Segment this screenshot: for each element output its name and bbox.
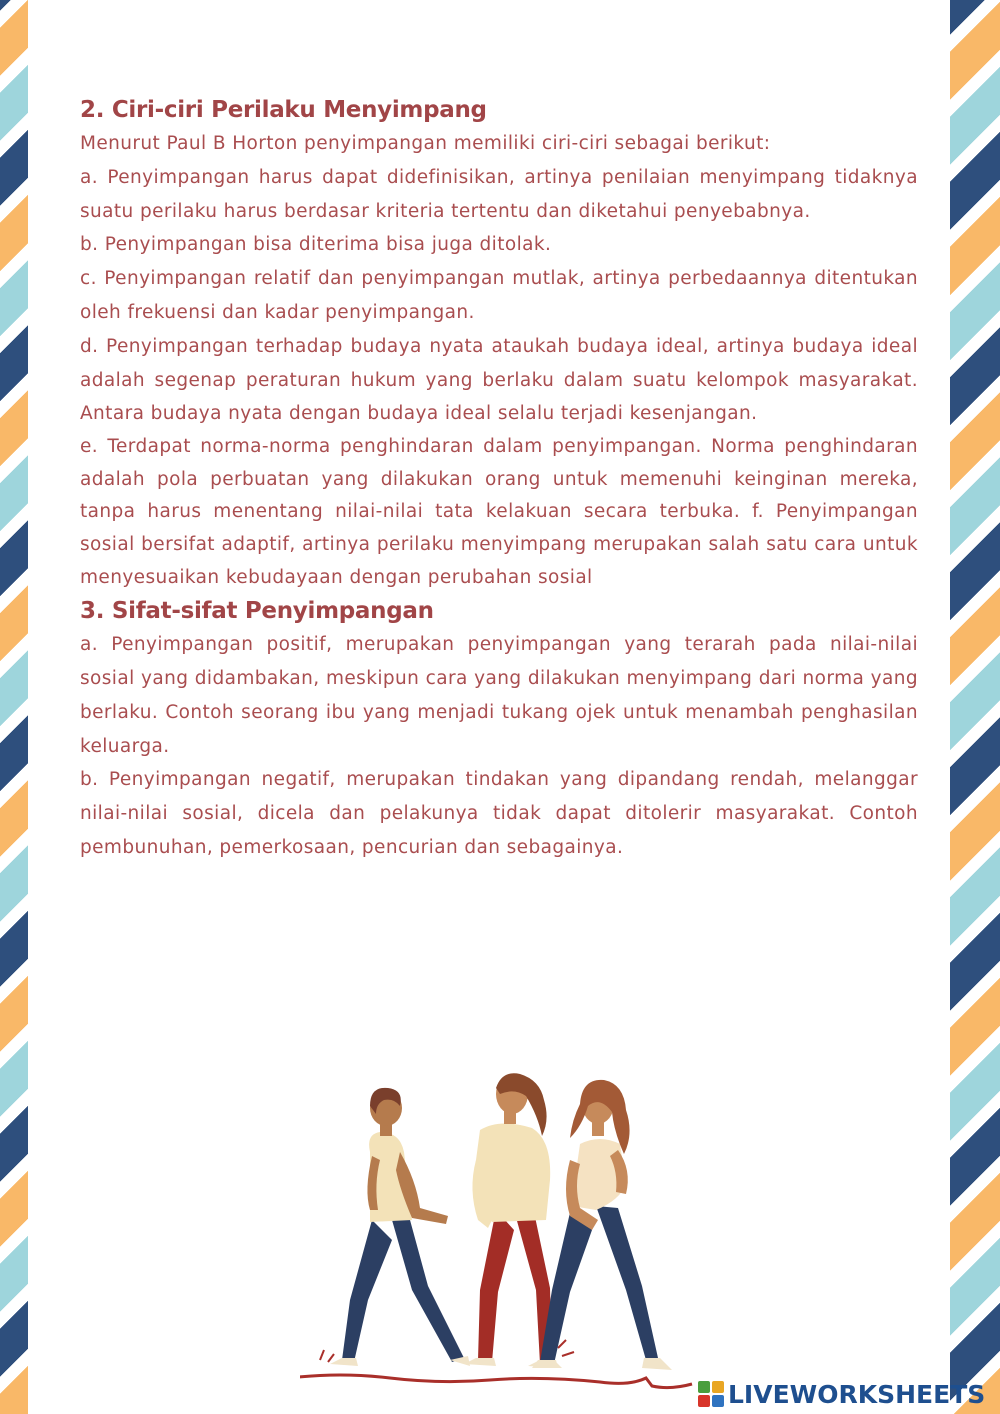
worksheet-content [80, 93, 918, 865]
section-2-item-d: d. Penyimpangan terhadap budaya nyata ataukah budaya ideal, artinya budaya ideal adalah segenap peraturan hukum yang berlaku dalam suatu kelompok masyarakat. Antara budaya nyata dengan budaya ideal selalu terjadi kesenjangan. [80, 335, 918, 425]
section-2-item-e: e. Terdapat norma-norma penghindaran dalam penyimpangan. Norma penghindaran adalah pola perbuatan yang dilakukan orang untuk memenuhi keinginan mereka, tanpa harus menentang nilai-nilai tata kelakuan secara terbuka. f. Penyimpangan sosial bersifat adaptif, artinya perilaku menyimpang merupakan salah satu cara untuk menyesuaikan kebudayaan dengan perubahan sosial [80, 436, 918, 588]
logo-text: LIVEWORKSHEETS [728, 1379, 986, 1409]
woman-right [528, 1080, 672, 1370]
liveworksheets-logo [698, 1374, 985, 1414]
section-3-item-a: a. Penyimpangan positif, merupakan penyimpangan yang terarah pada nilai-nilai sosial yang didambakan, meskipun cara yang dilakukan menyimpang dari norma yang berlaku. Contoh seorang ibu yang menjadi tukang ojek untuk menambah penghasilan keluarga. [80, 634, 918, 757]
section-3-item-b: b. Penyimpangan negatif, merupakan tindakan yang dipandang rendah, melanggar nilai-nilai sosial, dicela dan pelakunya tidak dapat ditolerir masyarakat. Contoh pembunuhan, pemerkosaan, pencurian dan sebagainya. [80, 769, 918, 858]
left-striped-border [0, 0, 28, 1414]
section-2-heading: 2. Ciri-ciri Perilaku Menyimpang [80, 97, 487, 123]
woman-left [330, 1088, 470, 1366]
logo-icon [698, 1381, 724, 1407]
right-striped-border [950, 0, 1000, 1414]
motion-marks-right [558, 1340, 574, 1356]
section-2-item-a: a. Penyimpangan harus dapat didefinisikan, artinya penilaian menyimpang tidaknya suatu perilaku harus berdasar kriteria tertentu dan diketahui penyebabnya. [80, 166, 918, 222]
section-3-heading: 3. Sifat-sifat Penyimpangan [80, 598, 434, 625]
ground-line [300, 1375, 692, 1388]
section-2-intro: Menurut Paul B Horton penyimpangan memiliki ciri-ciri sebagai berikut: [80, 133, 771, 154]
section-2-item-b: b. Penyimpangan bisa diterima bisa juga ditolak. [80, 234, 552, 256]
motion-marks [320, 1350, 334, 1362]
three-women-walking-illustration [300, 1060, 700, 1405]
section-2-item-c: c. Penyimpangan relatif dan penyimpangan mutlak, artinya perbedaannya ditentukan oleh frekuensi dan kadar penyimpangan. [80, 268, 918, 323]
